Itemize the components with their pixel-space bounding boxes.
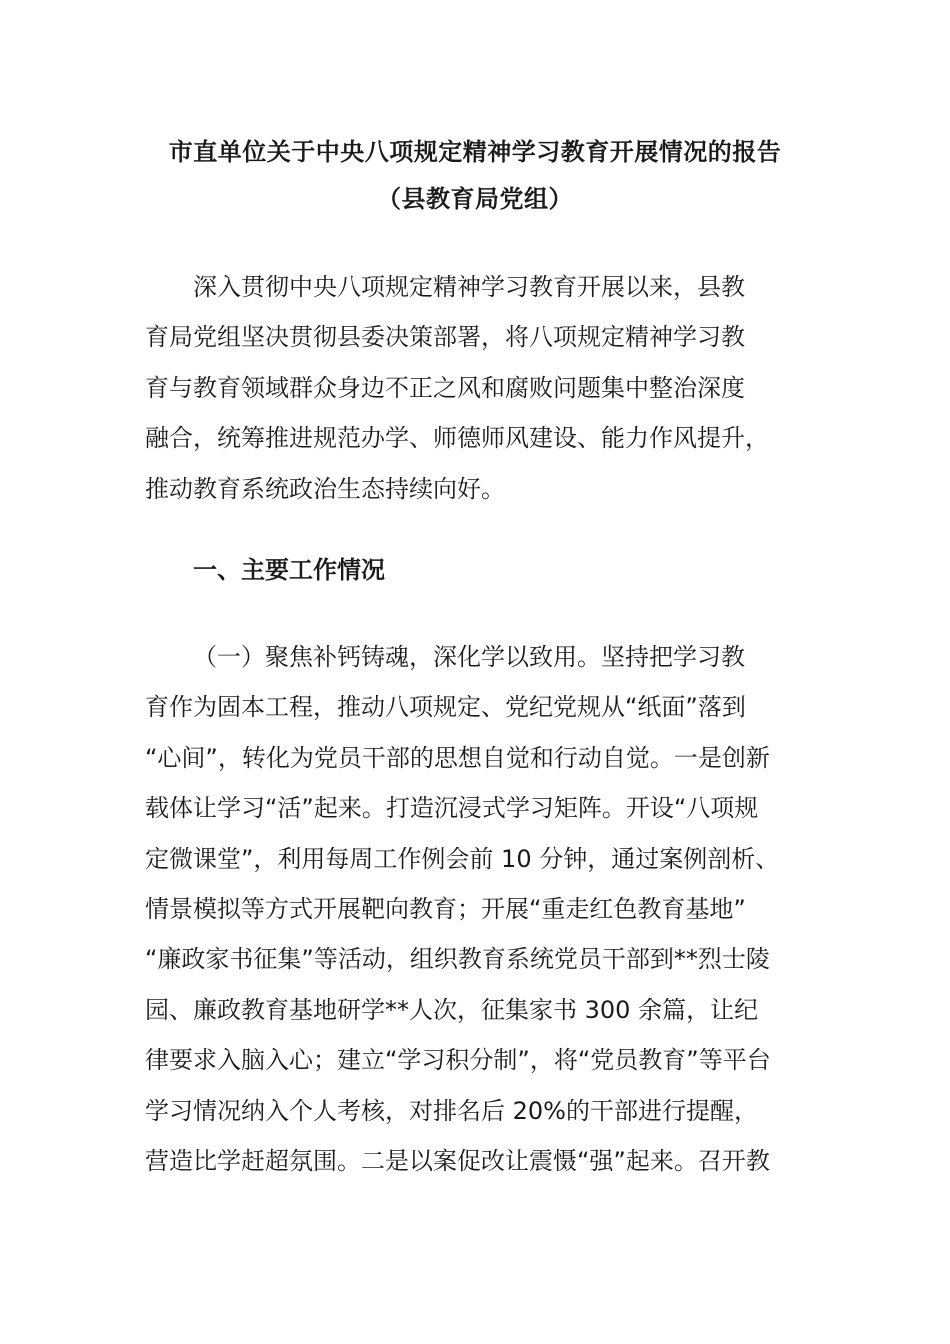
intro-line: 深入贯彻中央八项规定精神学习教育开展以来，县教 (193, 273, 745, 301)
intro-paragraph (145, 262, 810, 514)
section-line: （一）聚焦补钙铸魂，深化学以致用。坚持把学习教 (193, 643, 745, 671)
section-line: 营造比学赶超氛围。二是以案促改让震慑“强”起来。召开教 (145, 1147, 770, 1176)
intro-line: 融合，统筹推进规范办学、师德师风建设、能力作风提升， (145, 424, 769, 453)
section-line: “心间”，转化为党员干部的思想自觉和行动自觉。一是创新 (145, 743, 770, 772)
document-title: 市直单位关于中央八项规定精神学习教育开展情况的报告 (168, 138, 782, 166)
section-line: “廉政家书征集”等活动，组织教育系统党员干部到**烈士陵 (145, 945, 770, 974)
section-line: 园、廉政教育基地研学**人次，征集家书 300 余篇，让纪 (145, 995, 759, 1024)
intro-line: 育与教育领域群众身边不正之风和腐败问题集中整治深度 (145, 373, 745, 402)
section-line: 情景模拟等方式开展靶向教育；开展“重走红色教育基地” (145, 895, 746, 924)
intro-line: 推动教育系统政治生态持续向好。 (145, 474, 505, 503)
document-subtitle: （县教育局党组） (377, 185, 573, 213)
section-heading: 一、主要工作情况 (193, 556, 385, 584)
section-paragraph (145, 632, 810, 1186)
section-line: 学习情况纳入个人考核，对排名后 20%的干部进行提醒， (145, 1096, 758, 1125)
section-line: 律要求入脑入心；建立“学习积分制”，将“党员教育”等平台 (145, 1046, 771, 1075)
section-line: 育作为固本工程，推动八项规定、党纪党规从“纸面”落到 (145, 693, 746, 722)
intro-line: 育局党组坚决贯彻县委决策部署，将八项规定精神学习教 (145, 323, 745, 352)
section-line: 定微课堂”，利用每周工作例会前 10 分钟，通过案例剖析、 (145, 844, 780, 873)
section-line: 载体让学习“活”起来。打造沉浸式学习矩阵。开设“八项规 (145, 794, 759, 823)
